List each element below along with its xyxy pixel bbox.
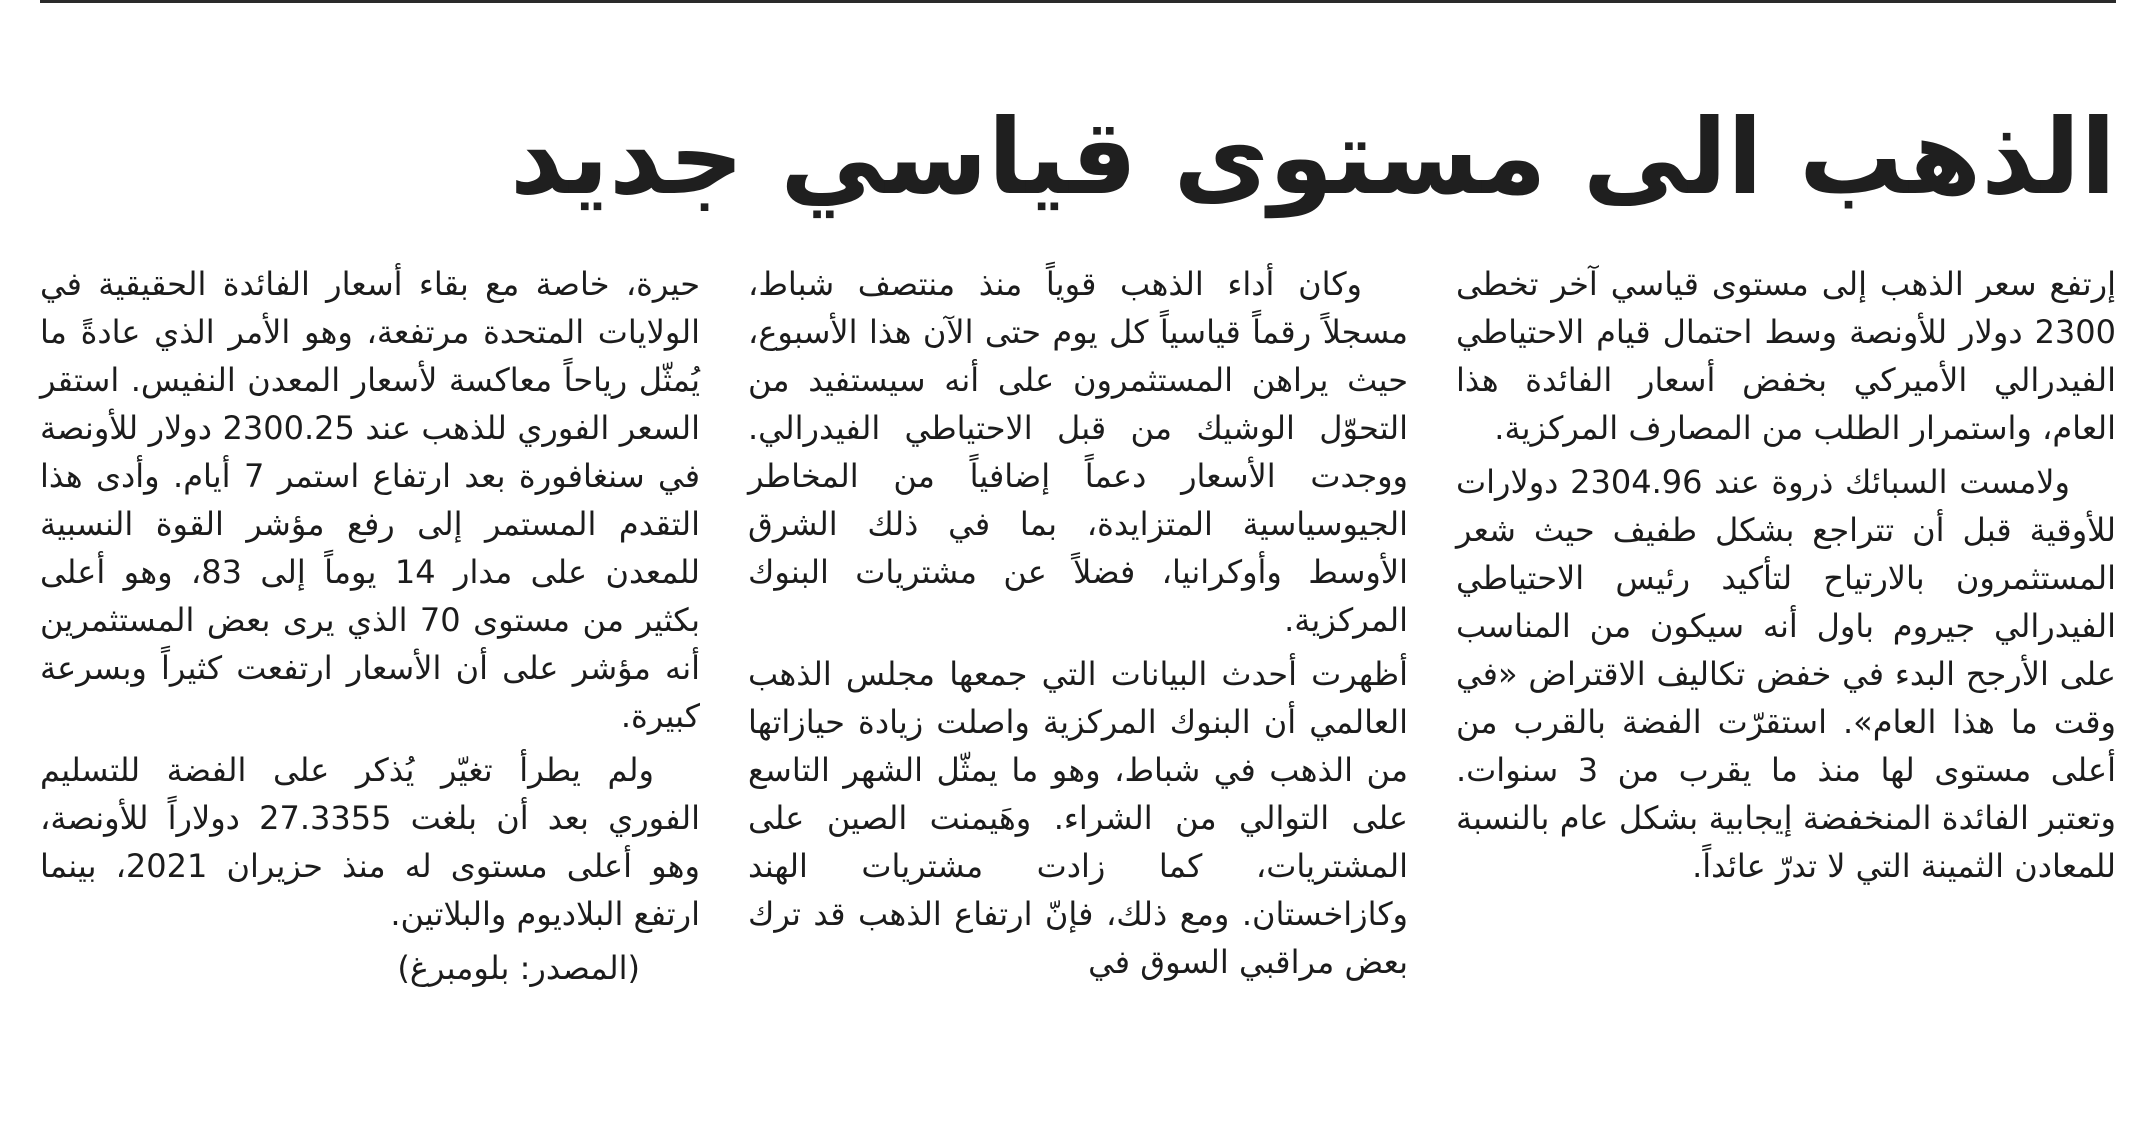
- paragraph: ولم يطرأ تغيّر يُذكر على الفضة للتسليم الفوري بعد أن بلغت 27.3355 دولاراً للأونصة، وهو أعلى مستوى له منذ حزيران 2021، بينما ارتفع البلاديوم والبلاتين.: [40, 751, 701, 933]
- article-body: [40, 260, 2116, 1060]
- top-rule: [40, 0, 2116, 3]
- paragraph: أظهرت أحدث البيانات التي جمعها مجلس الذهب العالمي أن البنوك المركزية واصلت زيادة حيازاتها من الذهب في شباط، وهو ما يمثّل الشهر التاسع على التوالي من الشراء. وهَيمنت الصين على المشتريات، كما زادت مشتريات الهند وكازاخستان. ومع ذلك، فإنّ ارتفاع الذهب قد ترك بعض مراقبي السوق في: [748, 655, 1408, 981]
- column-middle: [748, 260, 1408, 1060]
- paragraph: حيرة، خاصة مع بقاء أسعار الفائدة الحقيقية في الولايات المتحدة مرتفعة، وهو الأمر الذي عادةً ما يُمثّل رياحاً معاكسة لأسعار المعدن النفيس. استقر السعر الفوري للذهب عند 2300.25 دولار للأونصة في سنغافورة بعد ارتفاع استمر 7 أيام. وأدى هذا التقدم المستمر إلى رفع مؤشر القوة النسبية للمعدن على مدار 14 يوماً إلى 83، وهو أعلى بكثير من مستوى 70 الذي يرى بعض المستثمرين أنه مؤشر على أن الأسعار ارتفعت كثيراً وبسرعة كبيرة.: [40, 265, 701, 735]
- column-left: [40, 260, 700, 1060]
- paragraph: ولامست السبائك ذروة عند 2304.96 دولارات للأوقية قبل أن تتراجع بشكل طفيف حيث شعر المستثمرون بالارتياح لتأكيد رئيس الاحتياطي الفيدرالي جيروم باول أنه سيكون من المناسب على الأرجح البدء في خفض تكاليف الاقتراض «في وقت ما هذا العام». استقرّت الفضة بالقرب من أعلى مستوى لها منذ ما يقرب من 3 سنوات. وتعتبر الفائدة المنخفضة إيجابية بشكل عام بالنسبة للمعادن الثمينة التي لا تدرّ عائداً.: [1456, 463, 2117, 885]
- paragraph: إرتفع سعر الذهب إلى مستوى قياسي آخر تخطى 2300 دولار للأونصة وسط احتمال قيام الاحتياطي الفيدرالي الأميركي بخفض أسعار الفائدة هذا العام، واستمرار الطلب من المصارف المركزية.: [1456, 265, 2116, 447]
- column-right: [1456, 260, 2116, 1060]
- paragraph: وكان أداء الذهب قوياً منذ منتصف شباط، مسجلاً رقماً قياسياً كل يوم حتى الآن هذا الأسبوع، حيث يراهن المستثمرون على أنه سيستفيد من التحوّل الوشيك من قبل الاحتياطي الفيدرالي. ووجدت الأسعار دعماً إضافياً من المخاطر الجيوسياسية المتزايدة، بما في ذلك الشرق الأوسط وأوكرانيا، فضلاً عن مشتريات البنوك المركزية.: [748, 265, 1408, 639]
- headline: الذهب الى مستوى قياسي جديد: [509, 95, 2116, 218]
- source-credit: (المصدر: بلومبرغ): [397, 949, 640, 987]
